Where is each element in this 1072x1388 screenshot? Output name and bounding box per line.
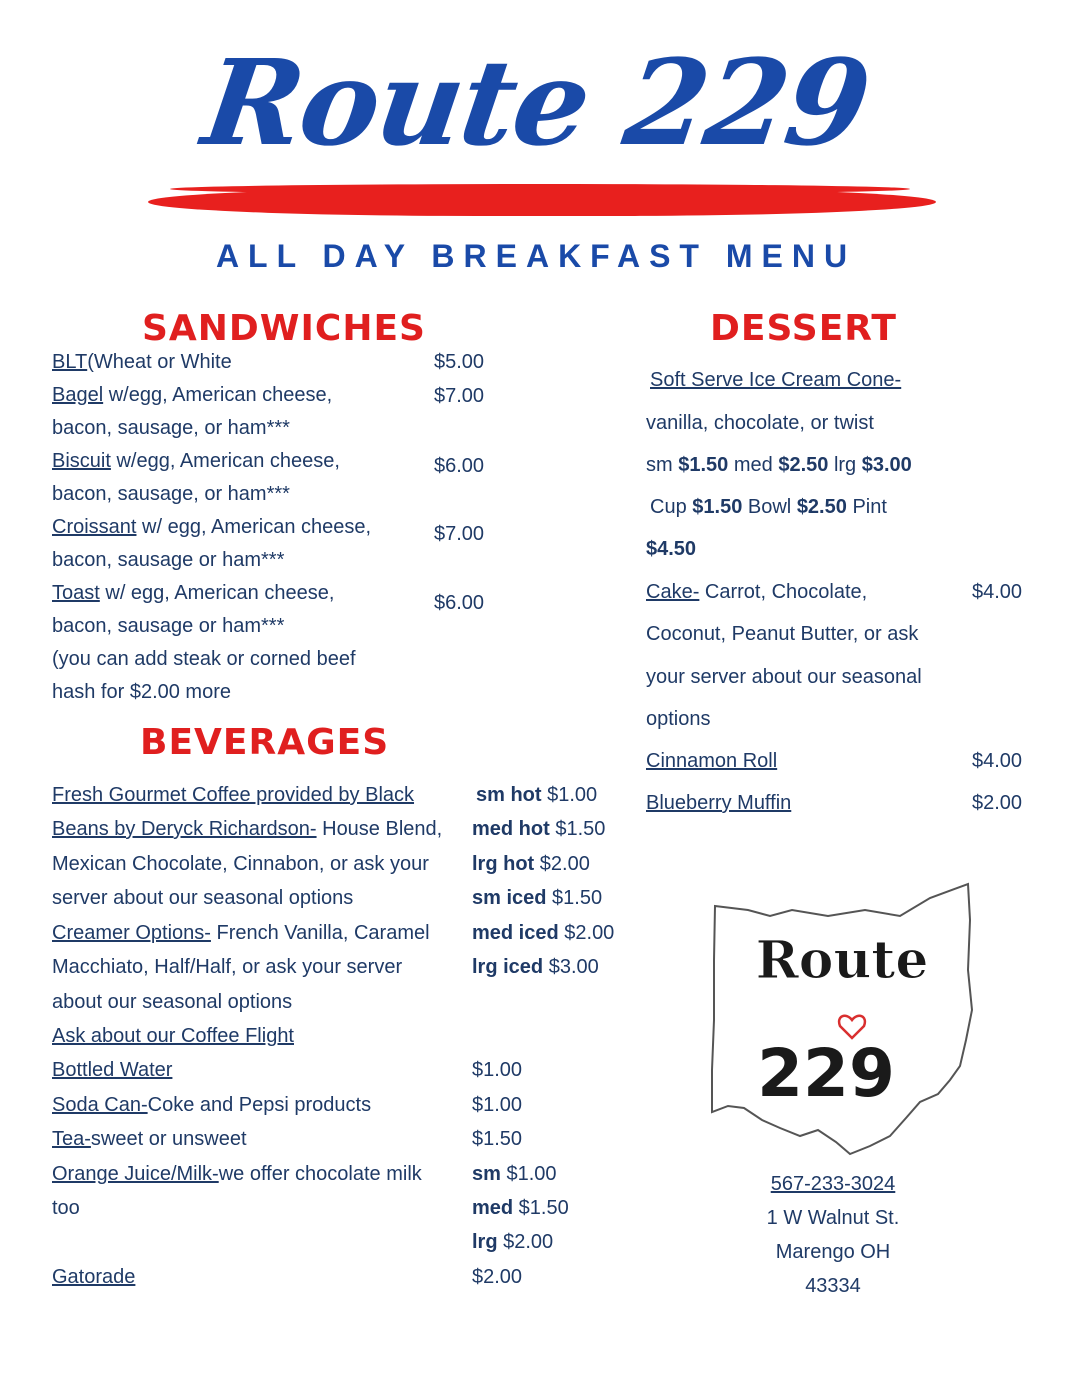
coffee-line1[interactable]: Fresh Gourmet Coffee provided by Black [52, 784, 415, 806]
tea-link[interactable]: Tea- [52, 1128, 91, 1150]
oj-milk-link[interactable]: Orange Juice/Milk- [52, 1163, 219, 1185]
menu-item-blt [52, 346, 232, 379]
gatorade-price: $2.00 [472, 1266, 523, 1288]
cake-line2: Coconut, Peanut Butter, or ask [646, 623, 919, 645]
biscuit-price: $6.00 [434, 455, 485, 477]
route-229-logo: Route 229 [195, 33, 877, 172]
bagel-desc-line2: bacon, sausage, or ham*** [52, 417, 290, 439]
cake-link[interactable]: Cake- [646, 581, 700, 603]
coffee-lrg-iced: lrg iced $3.00 [472, 956, 599, 978]
soda-link[interactable]: Soda Can- [52, 1094, 148, 1116]
creamer-line3: about our seasonal options [52, 991, 293, 1013]
address-zip: 43334 [805, 1275, 861, 1297]
menu-item-tea: Tea-sweet or unsweet [52, 1128, 247, 1150]
toast-desc-line2: bacon, sausage or ham*** [52, 615, 285, 637]
blt-price: $5.00 [434, 351, 485, 373]
biscuit-name[interactable]: Biscuit [52, 450, 111, 472]
coffee-sm-iced: sm iced $1.50 [472, 887, 603, 909]
cake-price: $4.00 [972, 581, 1023, 603]
coffee-med-hot: med hot $1.50 [472, 818, 606, 840]
coffee-flight-link[interactable]: Ask about our Coffee Flight [52, 1025, 294, 1047]
croissant-desc-line2: bacon, sausage or ham*** [52, 549, 285, 571]
oj-lrg-price: lrg $2.00 [472, 1231, 554, 1253]
coffee-line4: server about our seasonal options [52, 887, 354, 909]
creamer-text: French Vanilla, Caramel [210, 922, 430, 944]
bagel-name[interactable]: Bagel [52, 384, 104, 406]
croissant-name[interactable]: Croissant [52, 516, 137, 538]
ohio-logo-route: Route [755, 930, 929, 991]
coffee-line2 [52, 813, 442, 846]
dessert-heading: DESSERT [710, 308, 897, 349]
phone-number-link[interactable]: 567-233-3024 [770, 1173, 896, 1195]
menu-item-biscuit [52, 445, 340, 478]
coffee-med-iced: med iced $2.00 [472, 922, 615, 944]
bottled-water-link[interactable]: Bottled Water [52, 1059, 173, 1081]
creamer-line1 [52, 917, 430, 950]
menu-item-oj-milk: Orange Juice/Milk-we offer chocolate milk [52, 1163, 422, 1185]
toast-desc: w/ egg, American cheese, [99, 582, 335, 604]
coffee-line2-link[interactable]: Beans by Deryck Richardson- [52, 818, 317, 840]
ohio-logo-number: 229 [757, 1035, 895, 1112]
soft-serve-sizes: sm $1.50 med $2.50 lrg $3.00 [646, 454, 912, 476]
red-brush-stroke [148, 188, 936, 216]
address-street: 1 W Walnut St. [766, 1207, 900, 1229]
coffee-sm-hot: sm hot $1.00 [476, 784, 598, 806]
pint-price: $4.50 [646, 538, 697, 560]
menu-item-toast [52, 577, 334, 610]
cake-line3: your server about our seasonal [646, 666, 922, 688]
croissant-desc: w/ egg, American cheese, [136, 516, 372, 538]
cinnamon-roll-price: $4.00 [972, 750, 1023, 772]
oj-sm-price: sm $1.00 [472, 1163, 557, 1185]
biscuit-desc: w/egg, American cheese, [110, 450, 340, 472]
beverages-heading: BEVERAGES [140, 722, 390, 763]
toast-name[interactable]: Toast [52, 582, 100, 604]
menu-item-cake: Cake- Carrot, Chocolate, [646, 581, 868, 603]
blt-desc: (Wheat or White [87, 351, 232, 373]
soft-serve-link[interactable]: Soft Serve Ice Cream Cone- [650, 369, 902, 391]
bottled-water-price: $1.00 [472, 1059, 523, 1081]
menu-subtitle: ALL DAY BREAKFAST MENU [215, 238, 857, 274]
cinnamon-roll-link[interactable]: Cinnamon Roll [646, 750, 778, 772]
menu-item-bagel [52, 379, 332, 412]
blueberry-muffin-price: $2.00 [972, 792, 1023, 814]
tea-price: $1.50 [472, 1128, 523, 1150]
biscuit-desc-line2: bacon, sausage, or ham*** [52, 483, 290, 505]
menu-item-soda: Soda Can-Coke and Pepsi products [52, 1094, 372, 1116]
bagel-desc: w/egg, American cheese, [103, 384, 333, 406]
toast-price: $6.00 [434, 592, 485, 614]
oj-med-price: med $1.50 [472, 1197, 569, 1219]
soft-serve-containers: Cup $1.50 Bowl $2.50 Pint [650, 496, 887, 518]
coffee-line3: Mexican Chocolate, Cinnabon, or ask your [52, 853, 429, 875]
creamer-line2: Macchiato, Half/Half, or ask your server [52, 956, 403, 978]
menu-item-croissant [52, 511, 371, 544]
blueberry-muffin-link[interactable]: Blueberry Muffin [646, 792, 792, 814]
sandwiches-heading: SANDWICHES [142, 308, 426, 349]
sandwich-note-line2: hash for $2.00 more [52, 681, 231, 703]
cake-line4: options [646, 708, 711, 730]
coffee-lrg-hot: lrg hot $2.00 [472, 853, 590, 875]
soda-price: $1.00 [472, 1094, 523, 1116]
address-city: Marengo OH [775, 1241, 891, 1263]
croissant-price: $7.00 [434, 523, 485, 545]
bagel-price: $7.00 [434, 385, 485, 407]
sandwich-note-line1: (you can add steak or corned beef [52, 648, 356, 670]
gatorade-link[interactable]: Gatorade [52, 1266, 136, 1288]
soft-serve-flavors: vanilla, chocolate, or twist [646, 412, 874, 434]
creamer-link[interactable]: Creamer Options- [52, 922, 211, 944]
coffee-line2-text: House Blend, [316, 818, 443, 840]
oj-milk-line2: too [52, 1197, 80, 1219]
blt-name[interactable]: BLT [52, 351, 88, 373]
ohio-state-logo [700, 880, 990, 1180]
